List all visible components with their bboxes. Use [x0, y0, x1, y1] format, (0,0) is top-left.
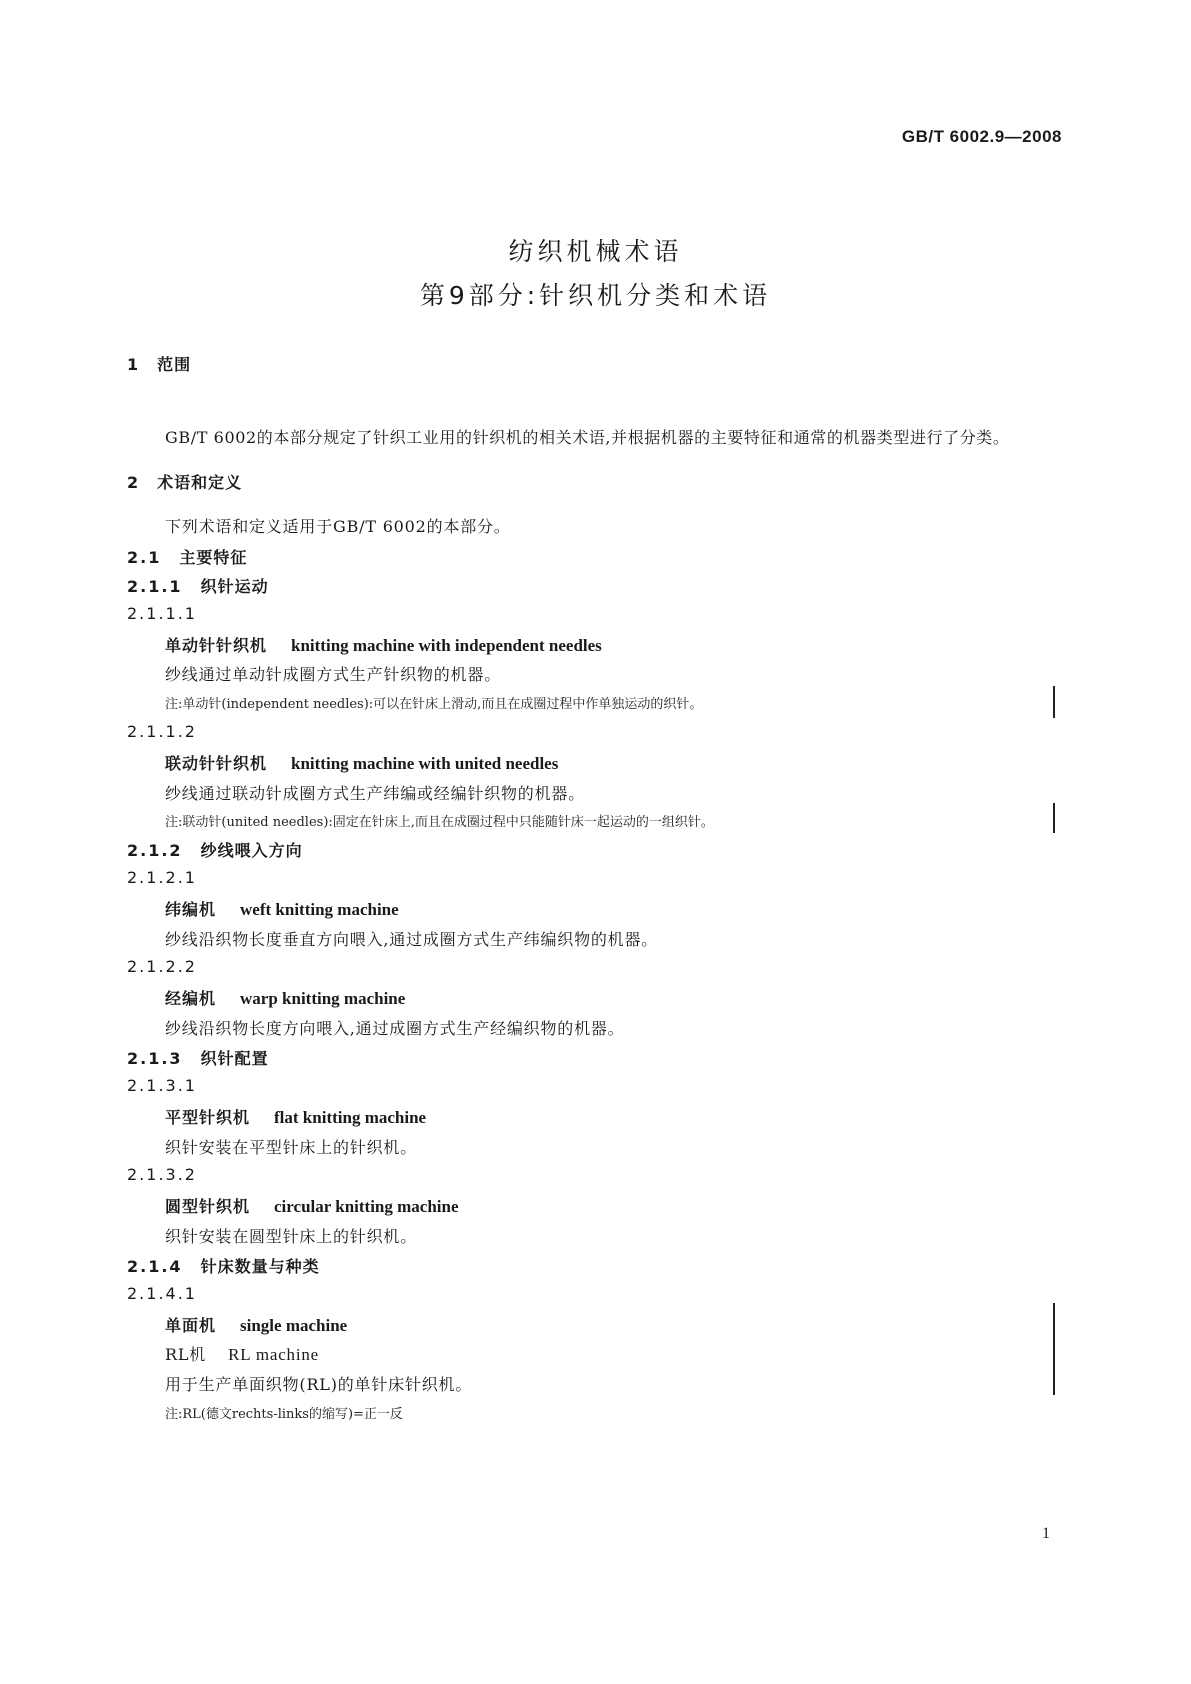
standard-number: GB/T 6002.9—2008 [901, 127, 1062, 146]
term-entry [165, 1105, 426, 1128]
clause-number: 2.1.1 [127, 577, 183, 596]
term-definition: 纱线沿织物长度垂直方向喂入,通过成圈方式生产纬编织物的机器。 [165, 930, 659, 949]
clause-title: 针床数量与种类 [200, 1257, 320, 1276]
term-zh: 联动针针织机 [165, 754, 268, 773]
term-en: knitting machine with independent needles [291, 636, 602, 655]
document-subtitle: 第9部分:针织机分类和术语 [419, 281, 772, 310]
term-note: 注:单动针(independent needles):可以在针床上滑动,而且在成圈过程中作单独运动的织针。 [165, 697, 703, 712]
term-definition: 纱线沿织物长度方向喂入,通过成圈方式生产经编织物的机器。 [165, 1019, 625, 1038]
term-note: 注:联动针(united needles):固定在针床上,而且在成圈过程中只能随针床一起运动的一组织针。 [165, 815, 714, 830]
section-2-body: 下列术语和定义适用于GB/T 6002的本部分。 [165, 517, 511, 536]
clause-title: 织针配置 [200, 1049, 269, 1068]
term-definition: 纱线通过联动针成圈方式生产纬编或经编针织物的机器。 [165, 784, 586, 803]
page-number: 1 [1042, 1525, 1050, 1542]
clause-number: 2.1 [127, 548, 162, 567]
clause-2-1-heading [127, 545, 247, 568]
clause-2-1-4-heading [127, 1254, 320, 1277]
section-title: 范围 [157, 355, 192, 374]
term-definition: 织针安装在平型针床上的针织机。 [165, 1138, 418, 1157]
term-definition: 用于生产单面织物(RL)的单针床针织机。 [165, 1375, 473, 1394]
term-en: knitting machine with united needles [291, 754, 559, 773]
term-en: single machine [240, 1316, 348, 1335]
clause-number: 2.1.2 [127, 841, 183, 860]
term-entry [165, 897, 399, 920]
term-en: weft knitting machine [240, 900, 399, 919]
clause-title: 织针运动 [200, 577, 269, 596]
term-zh: 单动针针织机 [165, 636, 268, 655]
term-definition: 纱线通过单动针成圈方式生产针织物的机器。 [165, 665, 502, 684]
section-number: 1 [127, 355, 140, 374]
term-zh: 纬编机 [165, 900, 217, 919]
term-zh: 经编机 [165, 989, 217, 1008]
term-entry [165, 986, 405, 1009]
section-1-body: GB/T 6002的本部分规定了针织工业用的针织机的相关术语,并根据机器的主要特征和通常的机器类型进行了分类。 [165, 428, 1010, 447]
term-entry [165, 1194, 459, 1217]
clause-2-1-1-heading [127, 574, 269, 597]
clause-2-1-2-1-number: 2.1.2.1 [127, 868, 197, 887]
section-2-heading [127, 470, 242, 493]
term-alt-zh: RL机 [165, 1345, 207, 1364]
section-title: 术语和定义 [157, 473, 243, 492]
section-number: 2 [127, 473, 140, 492]
clause-2-1-2-2-number: 2.1.2.2 [127, 957, 197, 976]
term-entry [165, 751, 558, 774]
term-zh: 平型针织机 [165, 1108, 251, 1127]
revision-bar [1053, 803, 1055, 833]
clause-2-1-2-heading [127, 838, 303, 861]
term-en: flat knitting machine [274, 1108, 427, 1127]
term-en: circular knitting machine [274, 1197, 459, 1216]
clause-2-1-3-2-number: 2.1.3.2 [127, 1165, 197, 1184]
revision-bar [1053, 686, 1055, 718]
document-title: 纺织机械术语 [508, 237, 683, 266]
clause-number: 2.1.3 [127, 1049, 183, 1068]
term-zh: 单面机 [165, 1316, 217, 1335]
section-1-heading [127, 352, 191, 375]
term-entry [165, 1313, 347, 1336]
clause-2-1-1-2-number: 2.1.1.2 [127, 722, 197, 741]
term-alt-en: RL machine [228, 1345, 320, 1364]
clause-2-1-4-1-number: 2.1.4.1 [127, 1284, 197, 1303]
clause-2-1-3-1-number: 2.1.3.1 [127, 1076, 197, 1095]
term-note: 注:RL(德文rechts-links的缩写)=正一反 [165, 1407, 403, 1422]
clause-2-1-3-heading [127, 1046, 269, 1069]
clause-title: 纱线喂入方向 [200, 841, 303, 860]
term-en: warp knitting machine [240, 989, 406, 1008]
clause-title: 主要特征 [179, 548, 248, 567]
term-zh: 圆型针织机 [165, 1197, 251, 1216]
clause-2-1-1-1-number: 2.1.1.1 [127, 604, 197, 623]
term-entry [165, 633, 602, 656]
term-alt [165, 1342, 319, 1365]
revision-bar [1053, 1303, 1055, 1395]
clause-number: 2.1.4 [127, 1257, 183, 1276]
term-definition: 织针安装在圆型针床上的针织机。 [165, 1227, 418, 1246]
